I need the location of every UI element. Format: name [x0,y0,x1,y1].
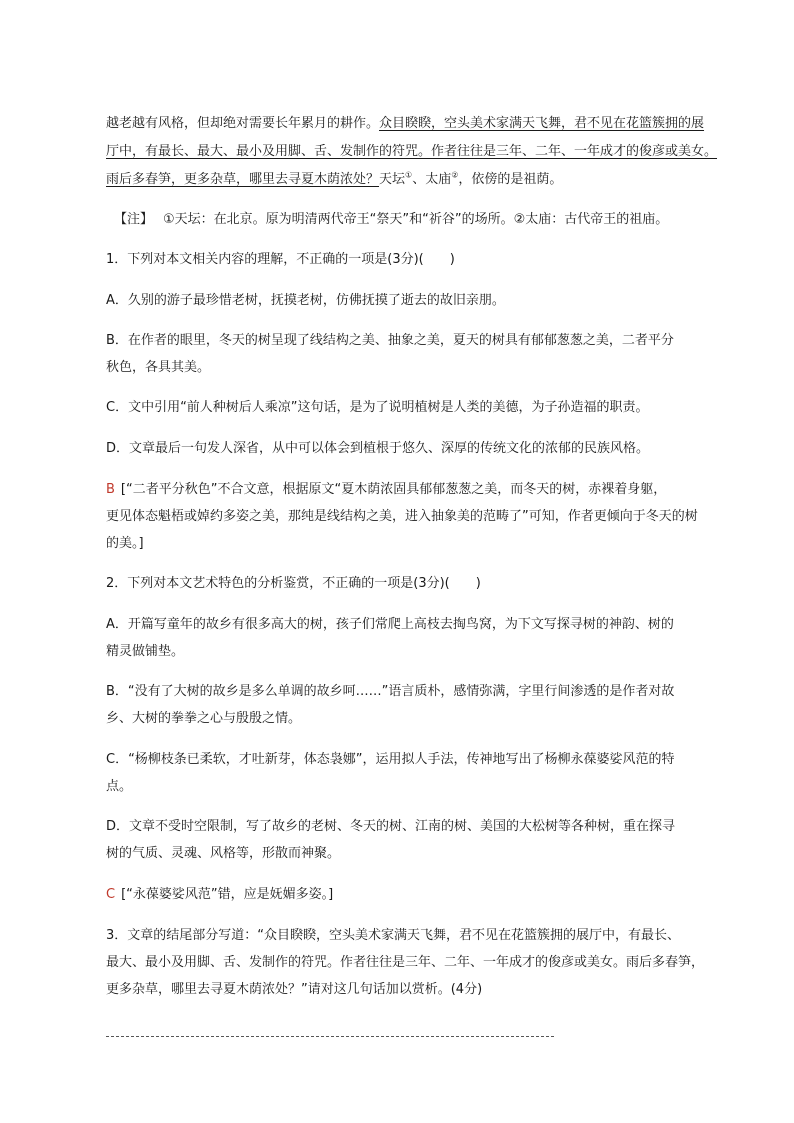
q2-option-b-line1: B．“没有了大树的故乡是多么单调的故乡呵……”语言质朴，感情弥满，字里行间渗透的是作者对故 [106,684,675,699]
note [114,210,734,230]
q1-answer-line1 [106,480,726,500]
footnote-marker: ① [405,170,413,180]
passage-text: 天坛 [379,172,406,187]
passage-underlined-text: 雨后多春笋，更多杂草，哪里去寻夏木荫浓处？ [106,172,380,187]
q1-option-d: D．文章最后一句发人深省，从中可以体会到植根于悠久、深厚的传统文化的浓郁的民族风格。 [106,441,650,456]
q2-option-d-line1: D．文章不受时空限制，写了故乡的老树、冬天的树、江南的树、美国的大松树等各种树，重在探寻 [106,819,676,834]
passage-underlined-text: 厅中，有最长、最大、最小及用脚、舌、发制作的符咒。作者往往是三年、二年、一年成才的俊彦或美女。 [106,144,718,159]
q2-option-c-line2: 点。 [106,779,133,794]
q2-option-d-line2: 树的气质、灵魂、风格等，形散而神聚。 [106,846,341,861]
note-text: ①天坛：在北京。原为明清两代帝王“祭天”和“祈谷”的场所。②太庙：古代帝王的祖庙。 [163,212,669,227]
q1-stem: 1．下列对本文相关内容的理解，不正确的一项是(3分)( ) [106,252,455,267]
note-label: 【注】 [114,212,154,227]
q1-option-b-line1: B．在作者的眼里，冬天的树呈现了线结构之美、抽象之美，夏天的树具有郁郁葱葱之美，二者平分 [106,333,674,348]
q1-answer-line2: 更见体态魁梧或婥约多姿之美，那纯是线结构之美，进入抽象美的范畴了”可知，作者更倾向于冬天的树 [106,509,698,524]
q2-option-a-line2: 精灵做铺垫。 [106,644,185,659]
passage-text: ，依傍的是祖荫。 [458,172,563,187]
passage-line-1 [106,114,726,134]
q3-line2: 最大、最小及用脚、舌、发制作的符咒。作者往往是三年、二年、一年成才的俊彦或美女。雨后多春笋， [106,955,705,970]
q3-line3: 更多杂草，哪里去寻夏木荫浓处？”请对这几句话加以赏析。(4分) [106,982,483,997]
q1-option-c: C．文中引用“前人种树后人乘凉”这句话，是为了说明植树是人类的美德，为子孙造福的职责。 [106,400,649,415]
answer-blank-line[interactable] [106,1036,554,1037]
q1-option-b-line2: 秋色，各具其美。 [106,360,211,375]
q1-option-a: A．久别的游子最珍惜老树，抚摸老树，仿佛抚摸了逝去的故旧亲朋。 [106,293,505,308]
passage-line-2 [106,142,726,162]
passage-underlined-text: 众目睽睽，空头美术家满天飞舞，君不见在花篮簇拥的展 [379,116,705,131]
footnote-marker: ② [451,170,459,180]
q1-answer-letter: B [106,482,115,497]
q2-option-b-line2: 乡、大树的拳拳之心与殷殷之情。 [106,711,302,726]
passage-line-3 [106,170,726,190]
q2-answer [106,885,726,905]
q2-answer-letter: C [106,887,116,902]
q1-answer-text: [“二者平分秋色”不合文意，根据原文“夏木荫浓固具郁郁葱葱之美，而冬天的树，赤裸着身躯， [120,482,667,497]
passage-plain-text: 越老越有风格，但却绝对需要长年累月的耕作。 [106,116,380,131]
q1-answer-line3: 的美。] [106,536,144,551]
q3-line1: 3．文章的结尾部分写道：“众目睽睽，空头美术家满天飞舞，君不见在花篮簇拥的展厅中，有最长、 [106,928,681,943]
q2-option-c-line1: C．“杨柳枝条已柔软，才吐新芽，体态袅娜”，运用拟人手法，传神地写出了杨柳永葆婆娑风范的特 [106,752,675,767]
passage-text: 、太庙 [412,172,452,187]
q2-stem: 2．下列对本文艺术特色的分析鉴赏，不正确的一项是(3分)( ) [106,576,481,591]
q2-answer-text: [“永葆婆娑风范”错，应是妩媚多姿。] [121,887,334,902]
q2-option-a-line1: A．开篇写童年的故乡有很多高大的树，孩子们常爬上高枝去掏鸟窝，为下文写探寻树的神韵、树的 [106,617,674,632]
